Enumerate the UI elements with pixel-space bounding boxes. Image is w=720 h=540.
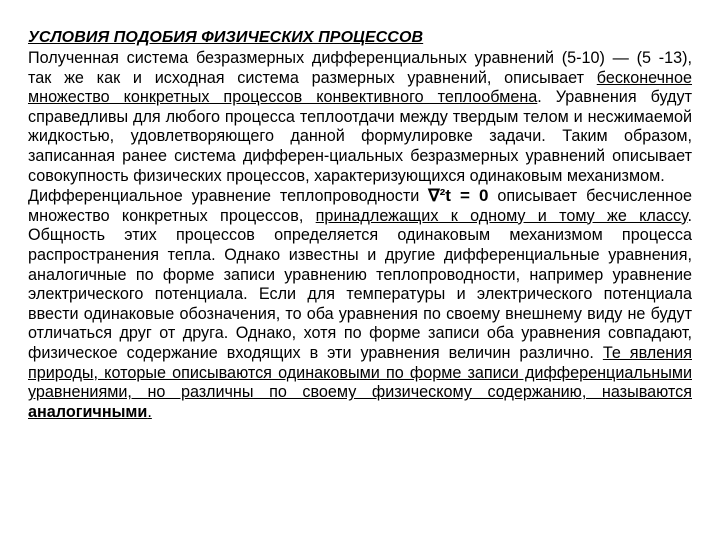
paragraph-1 (28, 49, 692, 186)
p1-text-2: . Уравнения будут справедливы для любого процесса теплоотдачи между твердым телом и несжимаемой жидкостью, удовлетворяющего данной формулировке задачи. Таким образом, записанная ранее система дифферен-циальных безразмерных уравнений описывает совокупность физических процессов, характеризующихся одинаковым механизмом. (28, 88, 692, 185)
p1-text-1: Полученная система безразмерных дифференциальных уравнений (5-10) — (5 -13), так же как и исходная система размерных уравнений, описывает (28, 49, 692, 87)
p1-underlined-text: бесконечное множество конкретных процессов конвективного теплообмена (28, 68, 692, 107)
p2-underlined-class: принадлежащих к одному и тому же классу (315, 206, 688, 225)
paragraph-2 (28, 186, 692, 422)
laplace-equation: ∇²t = 0 (428, 186, 489, 206)
p2-text-3: . Общность этих процессов определяется одинаковым механизмом процесса распространения тепла. Однако известны и другие дифференциальные уравнения, аналогичные по форме записи уравнению теплопроводности, например уравнение электрического потенциала. Если для температуры и электрического потенциала ввести одинаковые обозначения, то оба уравнения по своему внешнему виду не будут отличаться друг от друга. Однако, хотя по форме записи оба уравнения совпадают, физическое содержание входящих в эти уравнения величин различно. (28, 206, 693, 362)
term-analogous: аналогичными (28, 402, 148, 421)
slide-title: УСЛОВИЯ ПОДОБИЯ ФИЗИЧЕСКИХ ПРОЦЕССОВ (28, 29, 424, 46)
p2-underlined-definition: Те явления природы, которые описываются одинаковыми по форме записи дифференциальными уравнениями, но различны по своему физическому содержанию, называются (28, 343, 692, 402)
slide-body (28, 49, 692, 422)
p2-text-2: описывает бесчисленное множество конкретных процессов, (28, 187, 692, 225)
p2-text-1: Дифференциальное уравнение теплопроводности (28, 187, 429, 206)
p2-final-period: . (147, 402, 152, 421)
